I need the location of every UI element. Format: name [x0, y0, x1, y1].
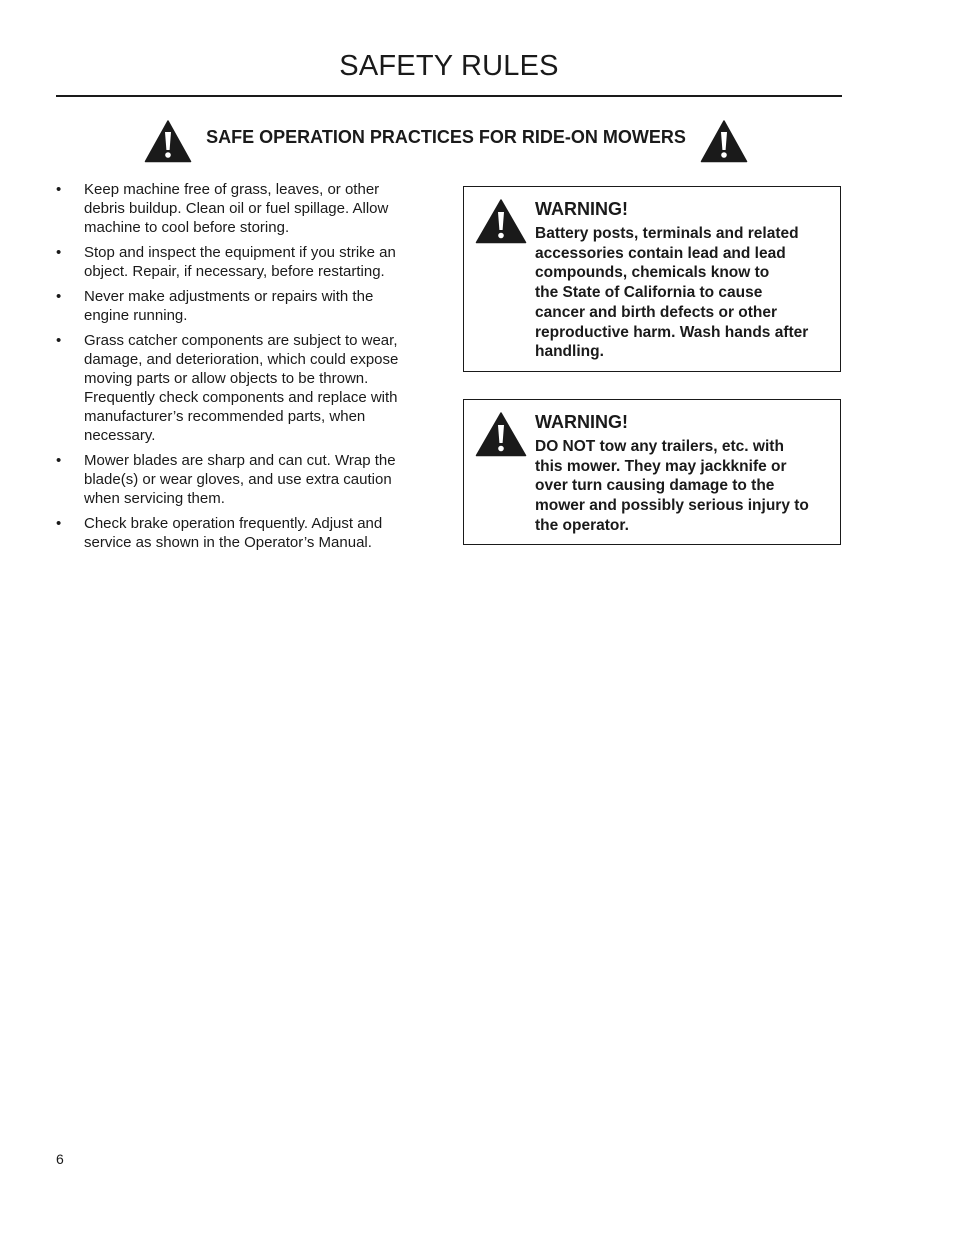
- page-number: 6: [56, 1151, 64, 1167]
- bullet-marker: •: [56, 452, 62, 469]
- bullet-marker: •: [56, 515, 62, 532]
- section-heading-row: [144, 118, 748, 164]
- list-item-text: Stop and inspect the equipment if you strike an object. Repair, if necessary, before restarting.: [84, 244, 396, 280]
- list-item-text: Never make adjustments or repairs with the engine running.: [84, 288, 374, 324]
- warning-title: WARNING!: [535, 412, 628, 432]
- list-item: [56, 180, 418, 237]
- list-item: [56, 451, 418, 508]
- warning-box-towing: [463, 399, 841, 545]
- list-item-text: Mower blades are sharp and can cut. Wrap the blade(s) or wear gloves, and use extra caution when servicing them.: [84, 452, 396, 507]
- warning-body: DO NOT tow any trailers, etc. with this mower. They may jackknife or over turn causing damage to the mower and possibly serious injury to the operator.: [535, 438, 809, 534]
- warning-triangle-icon: [144, 119, 192, 163]
- bullet-marker: •: [56, 332, 62, 349]
- list-item: [56, 514, 418, 552]
- title-divider: [56, 95, 842, 97]
- warning-triangle-icon: [700, 119, 748, 163]
- list-item: [56, 243, 418, 281]
- section-heading: SAFE OPERATION PRACTICES FOR RIDE-ON MOWERS: [206, 126, 686, 147]
- warning-triangle-icon: [475, 198, 527, 244]
- list-item-text: Keep machine free of grass, leaves, or other debris buildup. Clean oil or fuel spillage. Allow machine to cool before storing.: [84, 181, 389, 236]
- list-item: [56, 331, 418, 445]
- warning-title: WARNING!: [535, 199, 628, 219]
- warning-box-battery: [463, 186, 841, 372]
- warning-triangle-icon: [475, 411, 527, 457]
- safety-bullet-list: [56, 180, 418, 558]
- bullet-marker: •: [56, 181, 62, 198]
- bullet-marker: •: [56, 288, 62, 305]
- list-item-text: Check brake operation frequently. Adjust and service as shown in the Operator’s Manual.: [84, 515, 383, 551]
- warning-body: Battery posts, terminals and related accessories contain lead and lead compounds, chemicals know to the State of California to cause cancer and birth defects or other reproductive harm. Wash hands after handling.: [535, 225, 809, 361]
- page-title: SAFETY RULES: [339, 50, 559, 82]
- list-item: [56, 287, 418, 325]
- list-item-text: Grass catcher components are subject to wear, damage, and deterioration, which could expose moving parts or allow objects to be thrown. Frequently check components and replace with manufacturer’s recommended parts, when necessary.: [84, 332, 399, 444]
- bullet-marker: •: [56, 244, 62, 261]
